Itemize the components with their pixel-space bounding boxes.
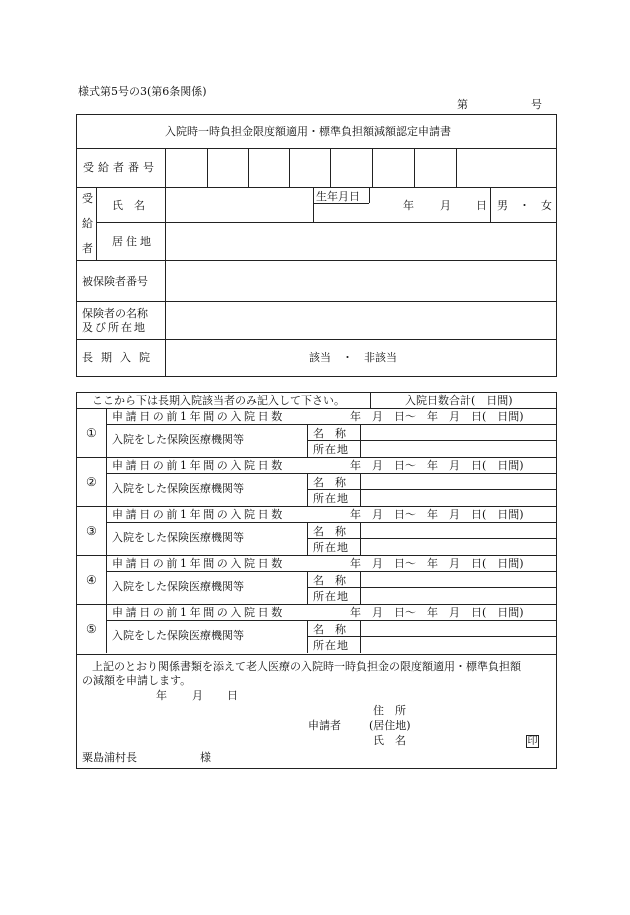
recipient-group-char-2: 給 (82, 217, 93, 230)
entry-institution-label: 入院をした保険医療機関等 (112, 531, 244, 544)
entry-institution-label: 入院をした保険医療機関等 (112, 580, 244, 593)
entry-days-label: 申請日の前1年間の入院日数 (112, 459, 285, 472)
entry-location-label: 所在地 (313, 492, 349, 505)
declaration-month-label: 月 (192, 689, 203, 702)
entry-period: 年 月 日～ 年 月 日( 日間) (350, 410, 524, 423)
entry-days-label: 申請日の前1年間の入院日数 (112, 606, 285, 619)
entry-institution-label: 入院をした保険医療機関等 (112, 629, 244, 642)
applicant-name-label: 氏 名 (373, 734, 406, 747)
entry-number: ② (86, 475, 97, 489)
declaration-day-label: 日 (227, 689, 238, 702)
birth-month-label: 月 (440, 199, 451, 212)
address-label: 居住地 (112, 235, 154, 248)
entry-number: ④ (86, 573, 97, 587)
entry-period: 年 月 日～ 年 月 日( 日間) (350, 459, 524, 472)
entry-number: ③ (86, 524, 97, 538)
form-title: 入院時一時負担金限度額適用・標準負担額減額認定申請書 (165, 125, 451, 138)
entry-name-label: 名 称 (313, 476, 346, 489)
entry-period: 年 月 日～ 年 月 日( 日間) (350, 606, 524, 619)
birth-day-label: 日 (476, 199, 487, 212)
recipient-number-label: 受給者番号 (83, 161, 158, 174)
form-label: 様式第5号の3(第6条関係) (78, 85, 207, 98)
insured-number-label: 被保険者番号 (82, 275, 148, 288)
gender-options: 男 ・ 女 (497, 199, 552, 212)
honorific: 様 (200, 751, 211, 764)
declaration-line2: の減額を申請します。 (82, 674, 192, 687)
entry-location-label: 所在地 (313, 443, 349, 456)
applicant-address-label: 住 所 (373, 704, 406, 717)
insurer-label-line1: 保険者の名称 (82, 307, 148, 320)
long-term-label: 長期入院 (82, 351, 158, 364)
entry-name-label: 名 称 (313, 427, 346, 440)
recipient-group-char-3: 者 (82, 242, 93, 255)
total-days: 入院日数合計( 日間) (405, 394, 513, 407)
entry-period: 年 月 日～ 年 月 日( 日間) (350, 508, 524, 521)
entry-period: 年 月 日～ 年 月 日( 日間) (350, 557, 524, 570)
insurer-label-line2: 及び所在地 (82, 321, 147, 334)
entry-days-label: 申請日の前1年間の入院日数 (112, 410, 285, 423)
birthdate-label: 生年月日 (316, 190, 360, 203)
declaration-line1: 上記のとおり関係書類を添えて老人医療の入院時一時負担金の限度額適用・標準負担額 (92, 660, 521, 673)
entry-location-label: 所在地 (313, 639, 349, 652)
entry-name-label: 名 称 (313, 623, 346, 636)
entry-name-label: 名 称 (313, 574, 346, 587)
seal-mark: 印 (527, 736, 538, 747)
declaration-year-label: 年 (156, 689, 167, 702)
long-term-notice: ここから下は長期入院該当者のみ記入して下さい。 (92, 394, 345, 407)
residence-label: (居住地) (369, 719, 411, 732)
name-label: 氏 名 (112, 199, 145, 212)
applicant-label: 申請者 (308, 719, 341, 732)
recipient-group-char-1: 受 (82, 192, 93, 205)
number-prefix: 第 (457, 98, 468, 111)
addressee: 粟島浦村長 (82, 751, 137, 764)
entry-institution-label: 入院をした保険医療機関等 (112, 433, 244, 446)
birth-year-label: 年 (403, 199, 414, 212)
entry-number: ⑤ (86, 622, 97, 636)
entry-name-label: 名 称 (313, 525, 346, 538)
entry-institution-label: 入院をした保険医療機関等 (112, 482, 244, 495)
entry-days-label: 申請日の前1年間の入院日数 (112, 508, 285, 521)
entry-location-label: 所在地 (313, 541, 349, 554)
long-term-options: 該当 ・ 非該当 (309, 351, 397, 364)
entry-days-label: 申請日の前1年間の入院日数 (112, 557, 285, 570)
entry-number: ① (86, 426, 97, 440)
number-suffix: 号 (531, 98, 542, 111)
entry-location-label: 所在地 (313, 590, 349, 603)
